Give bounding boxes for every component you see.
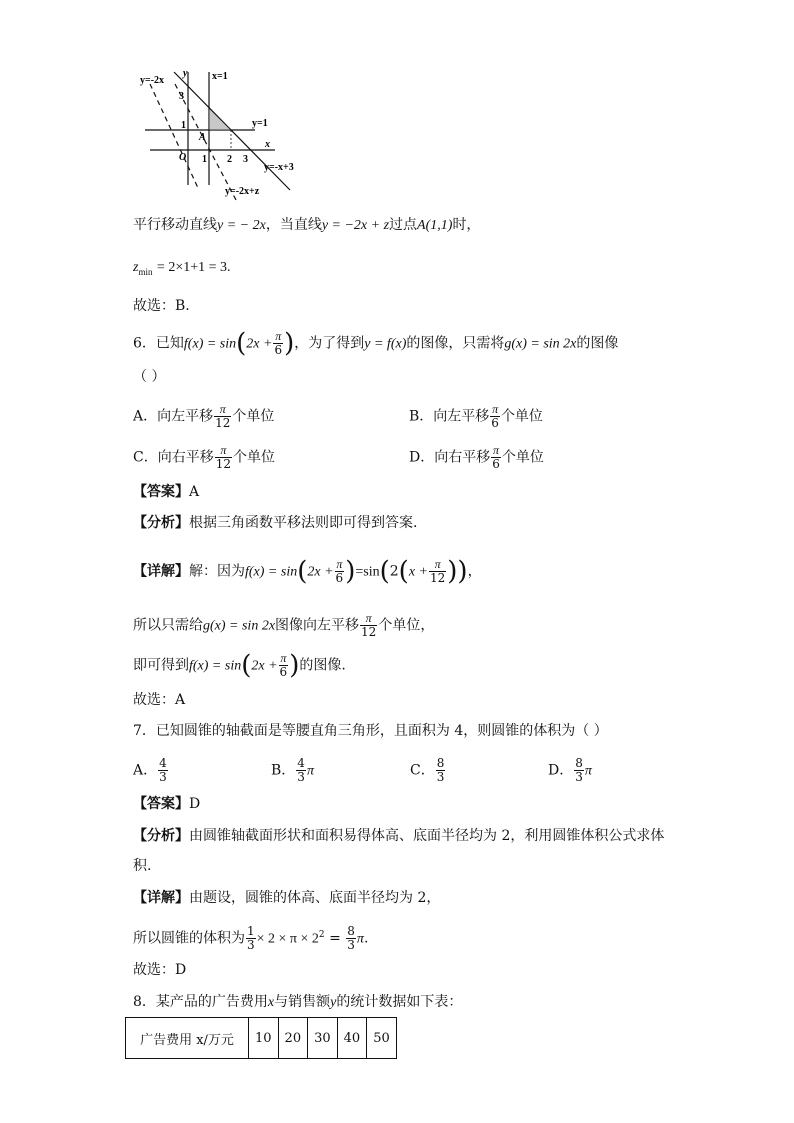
q6-paren: （ ） xyxy=(133,369,166,385)
label-x-eq-1: x=1 xyxy=(212,71,228,82)
q5-choice: 故选：B. xyxy=(133,298,190,314)
q7-analysis-cont: 积. xyxy=(133,858,152,874)
label-O: O xyxy=(179,152,187,163)
q6-option-c: C．向右平移 $\frac{\pi}{12}$ 个单位 xyxy=(133,443,275,471)
q7-detail: 【详解】由题设，圆锥的体高、底面半径均为 2， xyxy=(133,890,441,906)
q8-stem: 8．某产品的广告费用x与销售额y的统计数据如下表： xyxy=(133,994,463,1010)
q7-analysis: 【分析】由圆锥轴截面形状和面积易得体高、底面半径均为 2，利用圆锥体积公式求体 xyxy=(133,828,665,844)
label-3-x: 3 xyxy=(243,154,248,165)
q7-option-a: A． $\frac{4}{3}$ xyxy=(133,756,167,784)
label-y-neg-x-plus-3: y=-x+3 xyxy=(264,162,294,173)
label-1-y: 1 xyxy=(181,120,186,131)
q6-choice: 故选：A xyxy=(133,692,186,708)
q6-detail-line2: 所以只需给g(x) = sin 2x图像向左平移 $\frac{\pi}{12}$ 个单位， xyxy=(133,611,435,639)
table-cell: 10 xyxy=(249,1018,279,1059)
label-3-y: 3 xyxy=(179,91,184,102)
label-y-neg-2x-plus-z: y=-2x+z xyxy=(225,186,260,197)
q7-option-d: D． $\frac{8}{3}$ π xyxy=(548,756,592,784)
q6-detail-line3: 即可得到f(x) = sin(2x + $\frac{\pi}{6}$ )的图像. xyxy=(133,650,346,681)
label-y-neg-2x: y=-2x xyxy=(140,75,165,86)
feasible-region xyxy=(209,108,231,130)
q7-option-c: C． $\frac{8}{3}$ xyxy=(410,756,445,784)
table-cell: 20 xyxy=(278,1018,308,1059)
label-y-axis: y xyxy=(183,68,188,79)
table-cell: 30 xyxy=(308,1018,338,1059)
label-y-eq-1: y=1 xyxy=(252,118,268,129)
q6-option-a: A．向左平移 $\frac{\pi}{12}$ 个单位 xyxy=(133,402,275,430)
label-A: A xyxy=(199,132,206,143)
q6-analysis: 【分析】根据三角函数平移法则即可得到答案. xyxy=(133,515,418,531)
linear-programming-graph xyxy=(0,0,794,210)
q6-stem: 6．已知f(x) = sin(2x + $\frac{\pi}{6}$ )，为了得到y = f(x)的图像，只需将g(x) = sin 2x的图像 xyxy=(133,328,619,359)
q6-option-b: B．向左平移 $\frac{\pi}{6}$ 个单位 xyxy=(409,402,543,430)
q7-detail-line2: 所以圆锥的体积为 $\frac{1}{3}$ × $2 \times \pi \times 2^2$ = $\frac{8}{3}$ π. xyxy=(133,924,369,953)
table-cell: 50 xyxy=(367,1018,397,1059)
q6-option-d: D．向右平移 $\frac{\pi}{6}$ 个单位 xyxy=(409,443,544,471)
q5-line1: 平行移动直线y = − 2x，当直线y = −2x + z过点A(1,1)时， xyxy=(133,217,481,233)
table-cell: 40 xyxy=(337,1018,367,1059)
table-row xyxy=(126,1018,397,1059)
q5-line2: $z_{min} = 2\times 1+1 = 3$. xyxy=(133,260,231,277)
q7-option-b: B． $\frac{4}{3}$ π xyxy=(271,756,314,784)
q7-choice: 故选：D xyxy=(133,962,187,978)
q6-detail: 【详解】解：因为f(x) = sin(2x + $\frac{\pi}{6}$ )=sin(2(x + $\frac{\pi}{12}$ ))， xyxy=(133,556,482,587)
q7-answer: 【答案】D xyxy=(133,796,201,812)
table-row-header: 广告费用 x/万元 xyxy=(126,1018,249,1059)
label-x-axis: x xyxy=(265,139,270,150)
label-2-x: 2 xyxy=(227,154,232,165)
dashed-y-neg-2x xyxy=(150,84,198,188)
q6-answer: 【答案】A xyxy=(133,484,200,500)
label-1-x: 1 xyxy=(202,154,207,165)
ad-sales-table xyxy=(125,1017,397,1059)
q7-stem: 7．已知圆锥的轴截面是等腰直角三角形，且面积为 4，则圆锥的体积为（ ） xyxy=(133,723,608,739)
